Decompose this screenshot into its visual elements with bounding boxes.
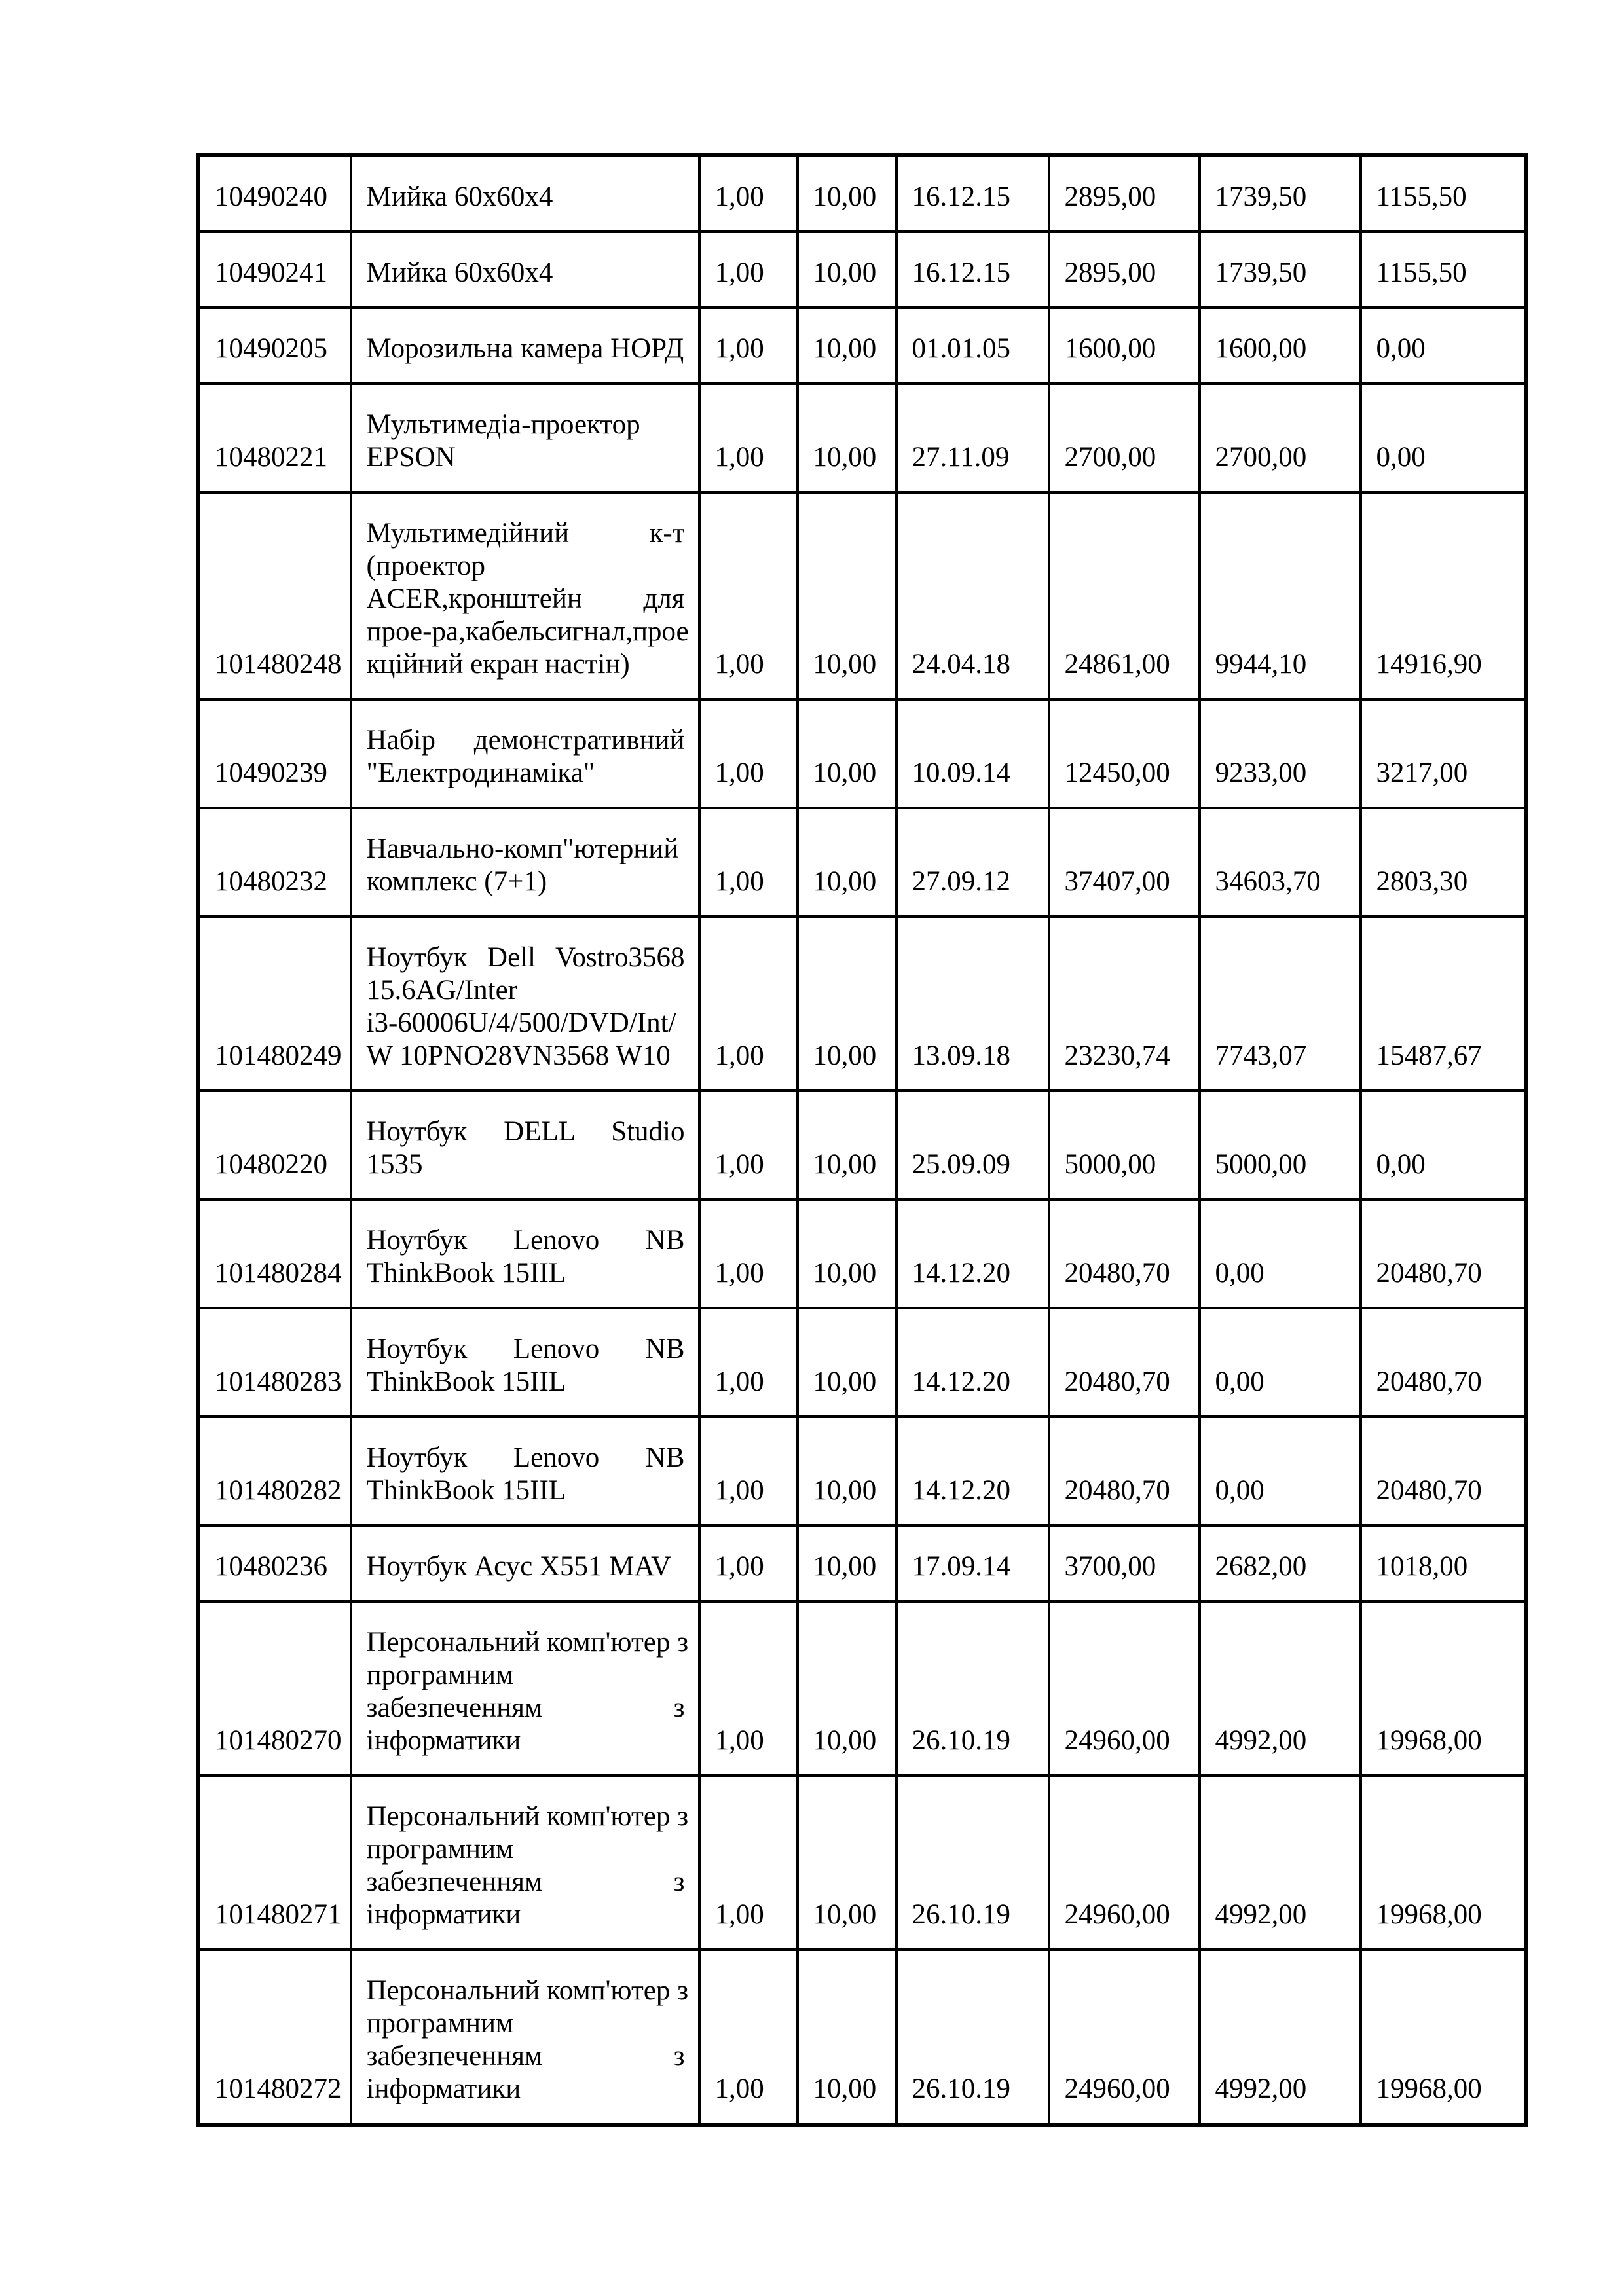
initial-value-cell: 37407,00 [1049,808,1200,917]
table-row [198,1417,1526,1525]
depreciation-cell: 0,00 [1200,1417,1361,1525]
residual-value-cell: 19968,00 [1361,1601,1526,1776]
item-name-line: i3-60006U/4/500/DVD/Int/ [366,1008,676,1038]
quantity-cell: 1,00 [699,492,798,699]
item-name-line: Мийка 60х60х4 [366,181,553,212]
table-row [198,917,1526,1091]
item-name-line: забезпеченням з [366,2041,685,2071]
quantity-cell: 1,00 [699,1601,798,1776]
item-name-line: Набір демонстративний [366,725,685,756]
quantity-cell: 1,00 [699,308,798,384]
item-name-cell [351,232,699,308]
depreciation-cell: 5000,00 [1200,1091,1361,1199]
initial-value-cell: 24960,00 [1049,1776,1200,1950]
wear-rate-cell: 10,00 [798,1091,896,1199]
item-name-line: "Електродинаміка" [366,757,595,788]
wear-rate-cell: 10,00 [798,1601,896,1776]
table-row [198,1525,1526,1601]
item-name-cell [351,308,699,384]
residual-value-cell: 15487,67 [1361,917,1526,1091]
item-name-line: Мийка 60х60х4 [366,257,553,288]
inventory-number-cell: 10480236 [198,1525,351,1601]
residual-value-cell: 19968,00 [1361,1776,1526,1950]
item-name-cell [351,1776,699,1950]
table-row [198,1091,1526,1199]
item-name-cell [351,492,699,699]
item-name-line: забезпеченням з [366,1867,685,1897]
item-name-cell [351,1525,699,1601]
item-name-line: Морозильна камера НОРД [366,333,684,364]
table-row [198,232,1526,308]
table-row [198,699,1526,808]
table-row [198,1950,1526,2125]
commissioning-date-cell: 01.01.05 [896,308,1049,384]
wear-rate-cell: 10,00 [798,1308,896,1417]
depreciation-cell: 2700,00 [1200,384,1361,492]
commissioning-date-cell: 16.12.15 [896,232,1049,308]
depreciation-cell: 9233,00 [1200,699,1361,808]
item-name-line: комплекс (7+1) [366,866,547,897]
residual-value-cell: 0,00 [1361,384,1526,492]
inventory-number-cell: 101480272 [198,1950,351,2125]
initial-value-cell: 1600,00 [1049,308,1200,384]
initial-value-cell: 20480,70 [1049,1308,1200,1417]
depreciation-cell: 2682,00 [1200,1525,1361,1601]
commissioning-date-cell: 26.10.19 [896,1950,1049,2125]
inventory-number-cell: 10490240 [198,155,351,232]
commissioning-date-cell: 17.09.14 [896,1525,1049,1601]
inventory-number-cell: 10490205 [198,308,351,384]
inventory-number-cell: 101480284 [198,1199,351,1308]
inventory-table-body [198,155,1526,2125]
quantity-cell: 1,00 [699,917,798,1091]
initial-value-cell: 12450,00 [1049,699,1200,808]
depreciation-cell: 1739,50 [1200,232,1361,308]
wear-rate-cell: 10,00 [798,155,896,232]
commissioning-date-cell: 25.09.09 [896,1091,1049,1199]
item-name-line: (проектор [366,551,485,581]
depreciation-cell: 4992,00 [1200,1776,1361,1950]
wear-rate-cell: 10,00 [798,232,896,308]
commissioning-date-cell: 14.12.20 [896,1199,1049,1308]
table-row [198,1601,1526,1776]
item-name-line: забезпеченням з [366,1692,685,1723]
item-name-line: інформатики [366,1899,521,1930]
depreciation-cell: 1600,00 [1200,308,1361,384]
item-name-line: інформатики [366,1725,521,1756]
item-name-line: Ноутбук DELL Studio [366,1116,685,1147]
wear-rate-cell: 10,00 [798,308,896,384]
item-name-line: інформатики [366,2073,521,2104]
initial-value-cell: 20480,70 [1049,1417,1200,1525]
initial-value-cell: 2700,00 [1049,384,1200,492]
item-name-line: Ноутбук Lenovo NB [366,1334,685,1364]
inventory-number-cell: 101480283 [198,1308,351,1417]
item-name-line: ACER,кронштейн для [366,583,685,614]
inventory-number-cell: 101480271 [198,1776,351,1950]
table-row [198,308,1526,384]
initial-value-cell: 2895,00 [1049,232,1200,308]
depreciation-cell: 4992,00 [1200,1950,1361,2125]
quantity-cell: 1,00 [699,384,798,492]
item-name-line: ThinkBook 15IIL [366,1475,566,1506]
item-name-line: Ноутбук Dell Vostro3568 [366,942,685,973]
residual-value-cell: 20480,70 [1361,1308,1526,1417]
commissioning-date-cell: 14.12.20 [896,1417,1049,1525]
depreciation-cell: 9944,10 [1200,492,1361,699]
quantity-cell: 1,00 [699,1417,798,1525]
inventory-number-cell: 10490239 [198,699,351,808]
initial-value-cell: 24861,00 [1049,492,1200,699]
initial-value-cell: 24960,00 [1049,1601,1200,1776]
wear-rate-cell: 10,00 [798,1417,896,1525]
table-row [198,1199,1526,1308]
inventory-number-cell: 101480248 [198,492,351,699]
quantity-cell: 1,00 [699,155,798,232]
initial-value-cell: 20480,70 [1049,1199,1200,1308]
item-name-cell [351,1417,699,1525]
item-name-cell [351,1308,699,1417]
item-name-cell [351,155,699,232]
quantity-cell: 1,00 [699,1199,798,1308]
wear-rate-cell: 10,00 [798,699,896,808]
item-name-cell [351,699,699,808]
item-name-line: прое-ра,кабельсигнал,прое [366,616,689,647]
wear-rate-cell: 10,00 [798,917,896,1091]
wear-rate-cell: 10,00 [798,384,896,492]
depreciation-cell: 0,00 [1200,1199,1361,1308]
initial-value-cell: 3700,00 [1049,1525,1200,1601]
quantity-cell: 1,00 [699,232,798,308]
residual-value-cell: 2803,30 [1361,808,1526,917]
residual-value-cell: 0,00 [1361,308,1526,384]
item-name-line: W 10PNO28VN3568 W10 [366,1040,671,1071]
wear-rate-cell: 10,00 [798,1199,896,1308]
item-name-cell [351,1199,699,1308]
quantity-cell: 1,00 [699,1776,798,1950]
commissioning-date-cell: 24.04.18 [896,492,1049,699]
initial-value-cell: 23230,74 [1049,917,1200,1091]
item-name-line: EPSON [366,442,456,473]
commissioning-date-cell: 10.09.14 [896,699,1049,808]
item-name-line: 1535 [366,1149,423,1180]
depreciation-cell: 0,00 [1200,1308,1361,1417]
initial-value-cell: 5000,00 [1049,1091,1200,1199]
commissioning-date-cell: 26.10.19 [896,1776,1049,1950]
item-name-line: програмним [366,2008,514,2039]
inventory-number-cell: 101480282 [198,1417,351,1525]
item-name-cell [351,1950,699,2125]
inventory-number-cell: 10480221 [198,384,351,492]
item-name-cell [351,808,699,917]
depreciation-cell: 4992,00 [1200,1601,1361,1776]
quantity-cell: 1,00 [699,699,798,808]
residual-value-cell: 3217,00 [1361,699,1526,808]
depreciation-cell: 7743,07 [1200,917,1361,1091]
commissioning-date-cell: 13.09.18 [896,917,1049,1091]
inventory-number-cell: 101480270 [198,1601,351,1776]
residual-value-cell: 19968,00 [1361,1950,1526,2125]
wear-rate-cell: 10,00 [798,1776,896,1950]
initial-value-cell: 24960,00 [1049,1950,1200,2125]
residual-value-cell: 1018,00 [1361,1525,1526,1601]
wear-rate-cell: 10,00 [798,492,896,699]
quantity-cell: 1,00 [699,1091,798,1199]
item-name-line: програмним [366,1660,514,1690]
residual-value-cell: 0,00 [1361,1091,1526,1199]
wear-rate-cell: 10,00 [798,1950,896,2125]
inventory-number-cell: 101480249 [198,917,351,1091]
item-name-line: Персональний комп'ютер з [366,1975,689,2006]
table-row [198,155,1526,232]
residual-value-cell: 1155,50 [1361,232,1526,308]
residual-value-cell: 14916,90 [1361,492,1526,699]
item-name-line: ThinkBook 15IIL [366,1258,566,1288]
item-name-line: Навчально-комп"ютерний [366,833,679,864]
item-name-line: Мультимедійний к-т [366,518,685,549]
wear-rate-cell: 10,00 [798,808,896,917]
residual-value-cell: 20480,70 [1361,1417,1526,1525]
commissioning-date-cell: 14.12.20 [896,1308,1049,1417]
table-row [198,492,1526,699]
residual-value-cell: 1155,50 [1361,155,1526,232]
wear-rate-cell: 10,00 [798,1525,896,1601]
item-name-line: Персональний комп'ютер з [366,1801,689,1832]
quantity-cell: 1,00 [699,808,798,917]
commissioning-date-cell: 26.10.19 [896,1601,1049,1776]
quantity-cell: 1,00 [699,1525,798,1601]
item-name-line: Ноутбук Lenovo NB [366,1225,685,1256]
table-row [198,808,1526,917]
depreciation-cell: 34603,70 [1200,808,1361,917]
quantity-cell: 1,00 [699,1950,798,2125]
inventory-table [196,153,1528,2127]
table-row [198,1308,1526,1417]
residual-value-cell: 20480,70 [1361,1199,1526,1308]
item-name-line: 15.6AG/Inter [366,975,517,1006]
item-name-line: програмним [366,1834,514,1865]
item-name-cell [351,384,699,492]
item-name-cell [351,1091,699,1199]
item-name-line: Ноутбук Lenovo NB [366,1442,685,1473]
inventory-number-cell: 10480220 [198,1091,351,1199]
commissioning-date-cell: 16.12.15 [896,155,1049,232]
item-name-line: Персональний комп'ютер з [366,1627,689,1658]
commissioning-date-cell: 27.09.12 [896,808,1049,917]
depreciation-cell: 1739,50 [1200,155,1361,232]
inventory-number-cell: 10490241 [198,232,351,308]
item-name-line: ThinkBook 15IIL [366,1366,566,1397]
initial-value-cell: 2895,00 [1049,155,1200,232]
quantity-cell: 1,00 [699,1308,798,1417]
table-row [198,1776,1526,1950]
table-row [198,384,1526,492]
item-name-line: Ноутбук Асус X551 MAV [366,1551,672,1582]
item-name-line: кційний екран настін) [366,649,630,680]
item-name-line: Мультимедіа-проектор [366,409,640,440]
item-name-cell [351,917,699,1091]
item-name-cell [351,1601,699,1776]
inventory-number-cell: 10480232 [198,808,351,917]
commissioning-date-cell: 27.11.09 [896,384,1049,492]
